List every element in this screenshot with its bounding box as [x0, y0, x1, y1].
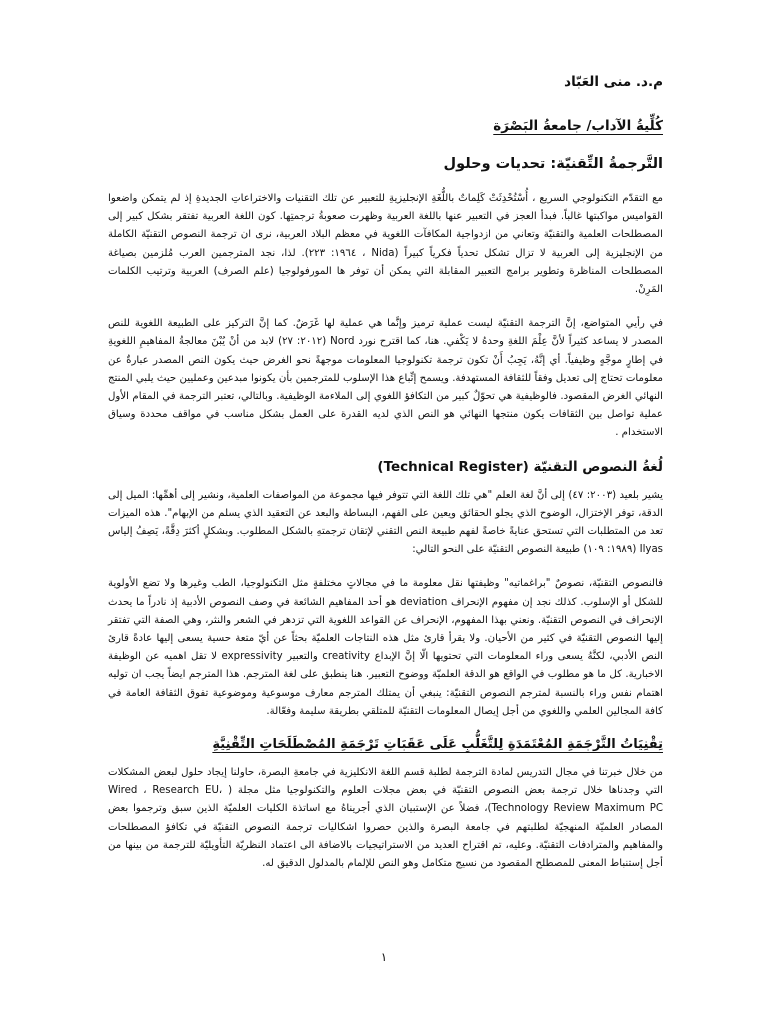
experience-paragraph: من خلال خبرتنا في مجال التدريس لمادة الترجمة لطلبة قسم اللغة الانكليزية في جامعةِ البصرة، حاولنا إيجاد حلول لبعض المشكلات التي وجدناها خلال ترجمة بعض النصوص التقنيّة في بعض مجلات العلوم والتكنولوجيا مثل مجلة ( Wired ، Research EU، Technology Review Maximum PC)، فضلاً عن الإستبيان الذي أجريناهُ مع اساتذة الكليات العلميّة الذين سبق وترجموا بعض المصادر العلميّة المنهجيّة لطلبتهم في جامعة البصرة والذين حصروا اشكاليات ترجمة النصوص التقنيّة في تكافؤ المصطلحات والمفاهيم والمترادفات التقنيّة. وعليه، تم اقتراح العديد من الاستراتيجيات بالاضافة الى اعتماد النظريّة التأويليّة للترجمة من بينها من أجل إستنباط المعنى للمصطلح المقصود من نسيج متكامل وهو النص للإلمام بالمدلول الدقيق له. — [108, 767, 663, 870]
intro-paragraph: مع التقدّم التكنولوجي السريع ، أُسْتُحْدِثَتْ كَلِماتٌ باللُّغَةِ الإنجليزيةِ للتعبير عن تلك التقنيات والاختراعاتِ الجديدةِ إذ لم يتمكن واضعوا القواميس مواكبتها غالباً. فبدأ العجز في التعبير عنها باللغة العربية وظهرت صعوبةُ ترجمتِها. كون اللغة العربية تفتقر بشكل كبير إلى المصطلحات العلمية والتقنيّة وتعاني من ازدواجية المكافآت اللغوية في معظم البلاد العربية، نرى ان ترجمة النصوص التقنيّة الكاملة من الإنجليزية إلى العربية لا تزال تشكل تحدياً فكرياً كبيراً (Nida ، ١٩٦٤: ٢٢٣). لذا، نجد المترجمين العرب مُلزمين بصياغة المصطلحات المناظرة وتطوير برامج التعبير المقابلة التي يمكن أن توفر ها المورفولوجيا (علم الصرف) العربية وترتيب الكلمات المَرِنْ. — [108, 193, 663, 296]
functional-approach-paragraph: في رأيي المتواضع، إنَّ الترجمة التقنيّة ليست عملية ترميز وإنَّما هي عملية لها غَرَضٌ. كما إنَّ التركيز على الطبيعة اللغوية للنص المصدر لا يساعد كثيراً لأنَّ عِلْمَ اللغةِ وحدهُ لا يَكْفي. هنا، كما اقترح نورد Nord (٢٠١٢: ٢٧) لابد من أنْ يُبْنَ معالجةُ المفاهيمِ اللغويةِ في إطارٍ موجَّهٍ وظيفياً. أي إنَّهُ، يَجِبُ أَنْ تكون ترجمة تكنولوجيا المعلومات موجهةً نحو الغرض حيث يكون النص المصدر عبارةٌ عن معلومات تحتاج إلى تعديل وفقاً للثقافة المستهدفة. ويسمح إتِّباع هذا الإسلوب للمترجمين بأن يكونوا مبدعين وعمليين حيث يلبي المنتج النهائي الغرض المقصود. فالوظيفية هي تحوّلٌ كبير من التكافؤ اللغوي إلى الملاءمة الوظيفية. وبالتالي، تعتبر الترجمة في المقام الأول عملية تواصل بين الثقافات يكون منتجها النهائي هو النص الذي لديه القدرة على العمل بشكل مناسب في مواقف محددة وسياق الاستخدام . — [108, 318, 663, 439]
author-name: م.د. منى العَبّاد — [564, 74, 663, 90]
article-title: التَّرجمةُ التِّقنيّة: تحديات وحلول — [443, 156, 663, 172]
document-page — [108, 74, 663, 889]
page-number: ١ — [380, 950, 388, 964]
technical-language-paragraph: يشير بلعيد (٢٠٠٣: ٤٧) إلى أنَّ لغة العلم "هي تلك اللغة التي تتوفر فيها مجموعة من المواصفات العلمية، ونشير إلى أهمِّها: الميل إلى الدقة، توفر الإختزال، الوضوح الذي يجلو الحقائق ويعين على الفهم، البساطة والبعد عن التعقيد الذي يسلم من الإبهام". هذه الميزات تعد من المتطلبات التي تستحق عنايةً خاصةً لفهم طبيعة النص التقني لإتقان ترجمتهِ بالشكل المطلوب. وبشكلٍ أكثرَ دِقَّةً، يَصِفُ إلياس Ilyas (١٩٨٩: ١٠٩) طبيعة النصوص التقنيّة على النحو التالي: — [108, 489, 664, 556]
section-heading-techniques: تِقْنِيَاتُ التَّرْجَمَةِ المُعْتَمَدَةِ لِلتَّغَلُّبِ عَلَى عَقَبَاتِ تَرْجَمَةِ المُصْطَلَحَاتِ التِّقْنِيَّةِ — [212, 737, 663, 753]
section-heading-technical-register: لُغةُ النصوص التقنيّة (Technical Register) — [377, 458, 663, 475]
technical-texts-paragraph: فالنصوص التقنيّة، نصوصٌ "براغماتيه" وظيفتها نقل معلومة ما في مجالاتٍ مختلفةٍ مثل التكنولوجيا، الطب وغيرها ولا تضع الأولوية للشكل أو الإسلوب. كذلك نجد إن مفهوم الإنحراف deviation هو أحد المفاهيم الشائعة في وصف النصوص الأدبية إذ نادراً ما يحدث الإنحراف في النصوص التقنيّة. ونعني بهذا المفهوم، الإنحراف عن القواعد اللغوية التي تزدهر في الشعر والنثر، وهي الصفة التي تفتقر إليها النصوص التقنيّة في كثير من الأحيان. ولا يقرأ قارئ مثل هذه النتاجات العلميّة بحثاً عن أيّ متعة حسية يسعى إليها عادةً قارئ النص الأدبي، لكنَّهُ يسعى وراء المعلومات التي تحتويها الّا إنَّ الإبداع creativity والتعبير expressivity لا تقل اهميه عن الوظيفة الاخبارية. كل ما هو مطلوب في الواقع هو الدقة العلميّة ووضوح التعبير. هنا ينطبق على لغة المترجم. هذا المترجم ايضاً يجب ان توليه اهتمام نفس وراء بالنسبة لمترجم النصوص التقنيّة: ينبغي أن يمتلك المترجم معارف موسوعية وموضوعية تفوق الثقافة العامة في كافة المجالين العلمي واللغوي من أجل إيصال المعلومات التقنيّة للمتلقي بطريقة سليمة وفعّالة. — [108, 578, 663, 717]
institution: كُلِّيةُ الآداب/ جامعةُ البَصْرَة — [493, 118, 663, 134]
